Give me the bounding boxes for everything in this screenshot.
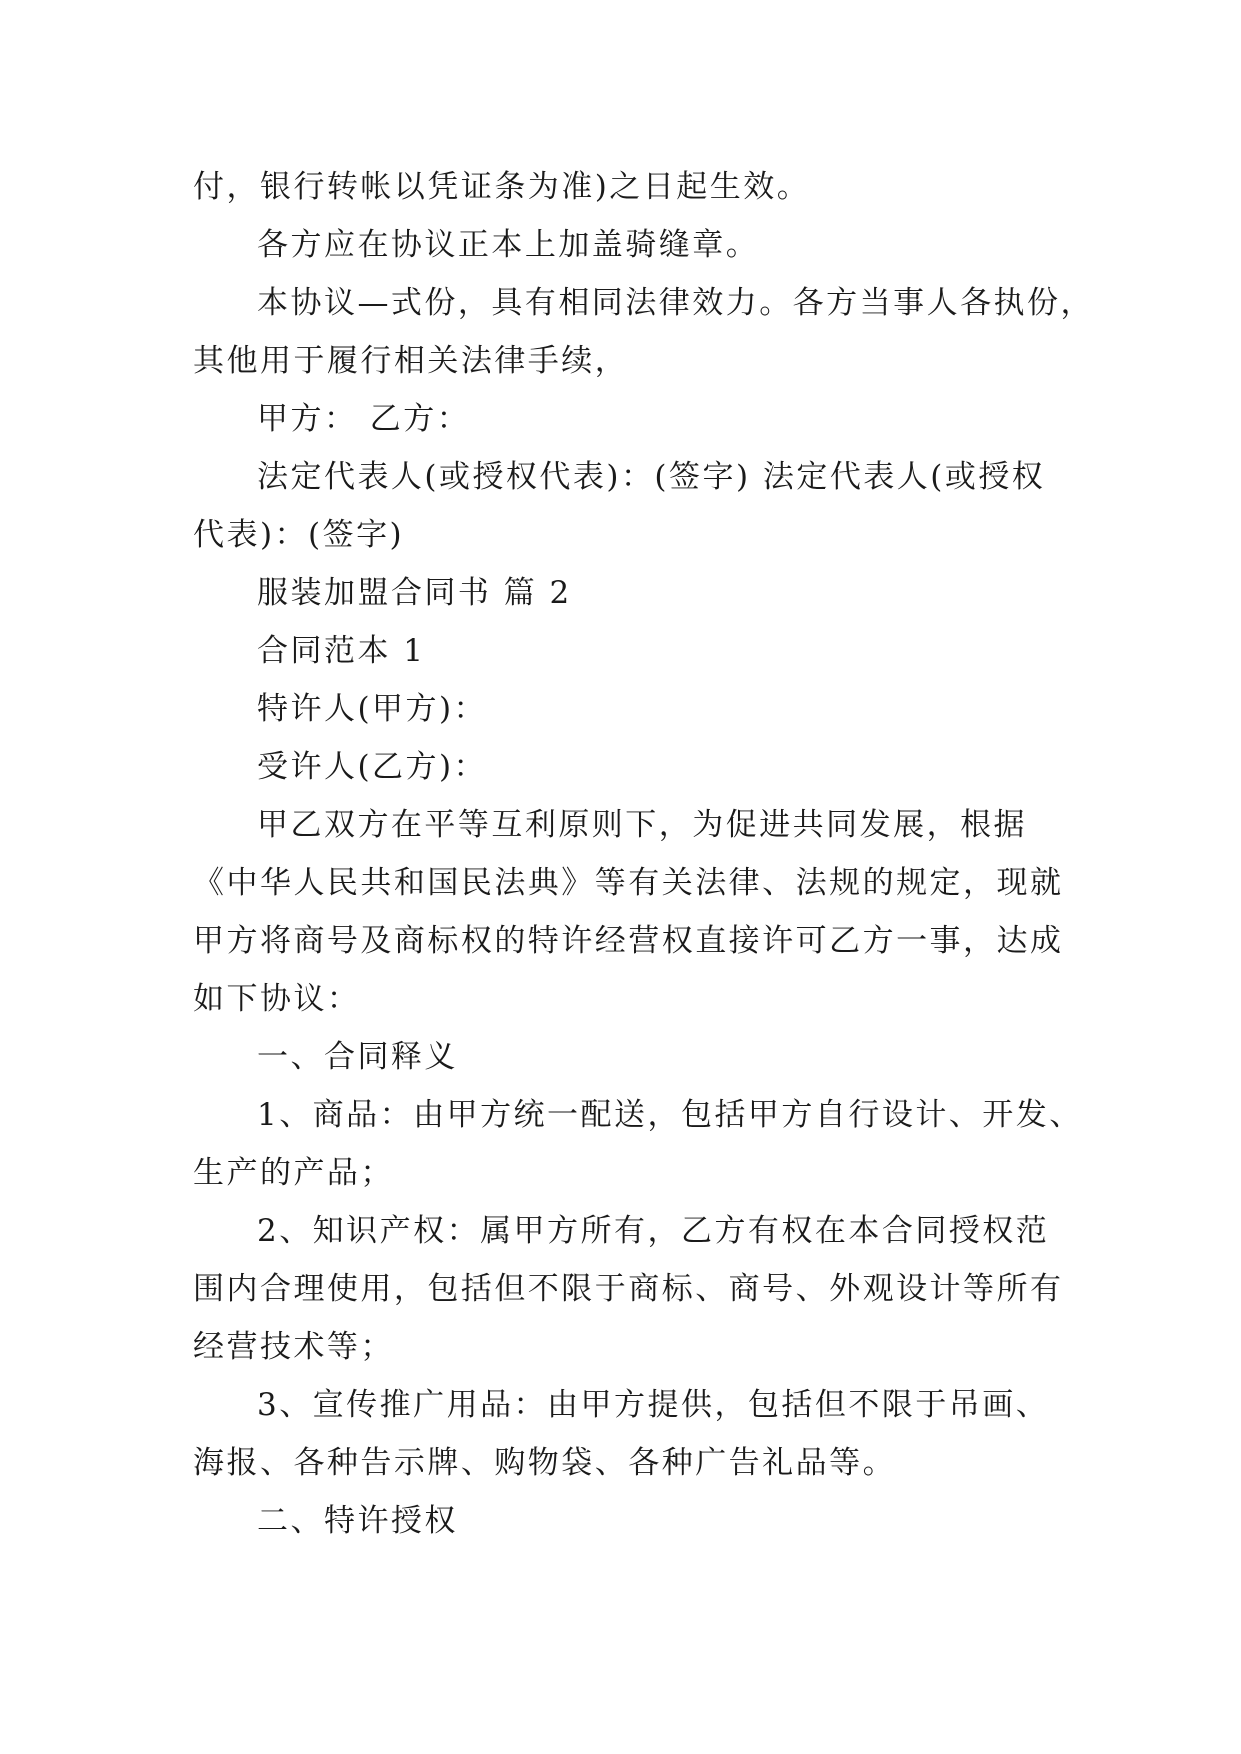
- text-line: 经营技术等；: [193, 1329, 394, 1365]
- text-line: 合同范本 1: [257, 633, 426, 669]
- text-line: 海报、各种告示牌、购物袋、各种广告礼品等。: [193, 1445, 897, 1481]
- text-line: 各方应在协议正本上加盖骑缝章。: [257, 227, 760, 263]
- text-line: 法定代表人(或授权代表)：(签字) 法定代表人(或授权: [257, 459, 1046, 495]
- text-line: 甲方： 乙方：: [257, 401, 471, 437]
- text-line: 甲乙双方在平等互利原则下，为促进共同发展，根据: [257, 807, 1028, 843]
- text-line: 生产的产品；: [193, 1155, 394, 1191]
- text-line: 如下协议：: [193, 981, 361, 1017]
- document-body: [193, 158, 1094, 1550]
- text-line: 其他用于履行相关法律手续，: [193, 343, 629, 379]
- text-line: 1、商品：由甲方统一配送，包括甲方自行设计、开发、: [257, 1097, 1083, 1133]
- text-line: 本协议—式份，具有相同法律效力。各方当事人各执份，: [257, 285, 1094, 321]
- text-line: 受许人(乙方)：: [257, 749, 488, 785]
- clause-heading: 一、合同释义: [257, 1039, 458, 1075]
- text-line: 甲方将商号及商标权的特许经营权直接许可乙方一事，达成: [193, 923, 1064, 959]
- text-line: 代表)：(签字): [193, 517, 405, 553]
- text-line: 付，银行转帐以凭证条为准)之日起生效。: [193, 169, 811, 205]
- text-line: 《中华人民共和国民法典》等有关法律、法规的规定，现就: [193, 865, 1064, 901]
- clause-heading: 二、特许授权: [257, 1503, 458, 1539]
- text-line: 3、宣传推广用品：由甲方提供，包括但不限于吊画、: [257, 1387, 1050, 1423]
- text-line: 2、知识产权：属甲方所有，乙方有权在本合同授权范: [257, 1213, 1050, 1249]
- section-heading: 服装加盟合同书 篇 2: [257, 575, 572, 611]
- text-line: 特许人(甲方)：: [257, 691, 488, 727]
- text-line: 围内合理使用，包括但不限于商标、商号、外观设计等所有: [193, 1271, 1064, 1307]
